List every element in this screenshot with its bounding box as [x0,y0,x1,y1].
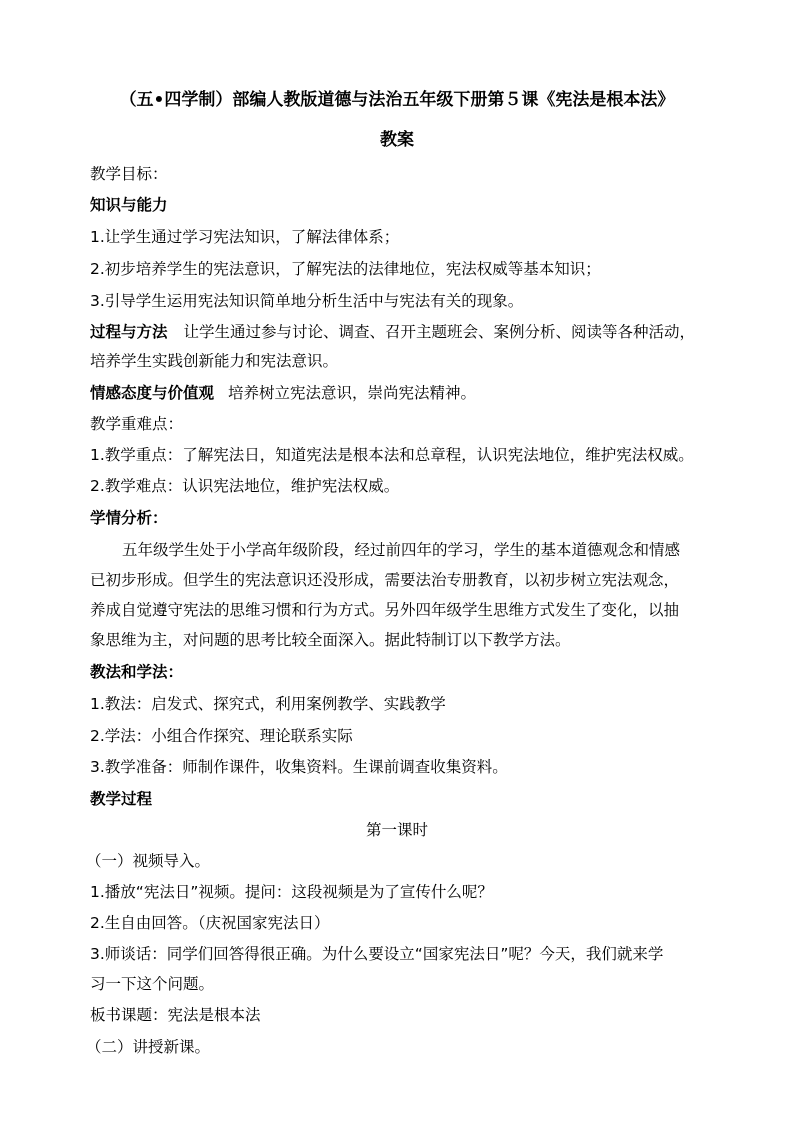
step1-item: 习一下这个问题。 [90,975,215,993]
process-paragraph [90,321,710,343]
analysis-line: 已初步形成。但学生的宪法意识还没形成，需要法治专册教育，以初步树立宪法观念， [90,571,680,589]
step1-item: 1.播放“宪法日”视频。提问：这段视频是为了宣传什么呢？ [90,883,493,901]
knowledge-item: 1.让学生通过学习宪法知识，了解法律体系； [90,228,400,246]
method-item: 1.教法：启发式、探究式，利用案例教学、实践教学 [90,695,446,713]
analysis-line: 养成自觉遵守宪法的思维习惯和行为方式。另外四年级学生思维方式发生了变化，以抽 [90,601,680,619]
step1-heading: （一）视频导入。 [86,852,211,870]
step2-heading: （二）讲授新课。 [86,1038,211,1056]
process-text-continued: 培养学生实践创新能力和宪法意识。 [90,352,339,370]
analysis-heading: 学情分析： [90,508,168,527]
method-item: 2.学法：小组合作探究、理论联系实际 [90,727,353,745]
board-title: 板书课题：宪法是根本法 [90,1006,261,1024]
process-text: 让学生通过参与讨论、调查、召开主题班会、案例分析、阅读等各种活动， [183,323,696,341]
analysis-line: 五年级学生处于小学高年级阶段，经过前四年的学习，学生的基本道德观念和情感 [122,541,681,559]
knowledge-heading: 知识与能力 [90,195,168,214]
lesson-label: 第一课时 [365,821,428,839]
key-point-item: 1.教学重点：了解宪法日，知道宪法是根本法和总章程，认识宪法地位，维护宪法权威。 [90,446,694,464]
key-point-item: 2.教学难点：认识宪法地位，维护宪法权威。 [90,477,400,495]
step1-item: 2.生自由回答。（庆祝国家宪法日） [90,914,330,932]
teaching-goals-label: 教学目标： [90,165,168,183]
document-title: （五•四学制）部编人教版道德与法治五年级下册第５课《宪法是根本法》 [119,90,675,110]
process-heading: 过程与方法 [90,322,168,341]
emotion-heading: 情感态度与价值观 [90,383,215,402]
emotion-text: 培养树立宪法意识，崇尚宪法精神。 [228,384,477,402]
knowledge-item: 2.初步培养学生的宪法意识，了解宪法的法律地位，宪法权威等基本知识； [90,260,601,278]
emotion-paragraph [90,382,710,404]
step1-item: 3.师谈话：同学们回答得很正确。为什么要设立“国家宪法日”呢？今天，我们就来学 [90,945,664,963]
analysis-line: 象思维为主，对问题的思考比较全面深入。据此特制订以下教学方法。 [90,631,571,649]
methods-heading: 教法和学法： [90,662,184,681]
document-title-suffix: 教案 [380,130,414,150]
key-points-label: 教学重难点： [90,415,184,433]
method-item: 3.教学准备：师制作课件，收集资料。生课前调查收集资料。 [90,758,508,776]
knowledge-item: 3.引导学生运用宪法知识简单地分析生活中与宪法有关的现象。 [90,292,524,310]
process-section-heading: 教学过程 [90,789,153,808]
